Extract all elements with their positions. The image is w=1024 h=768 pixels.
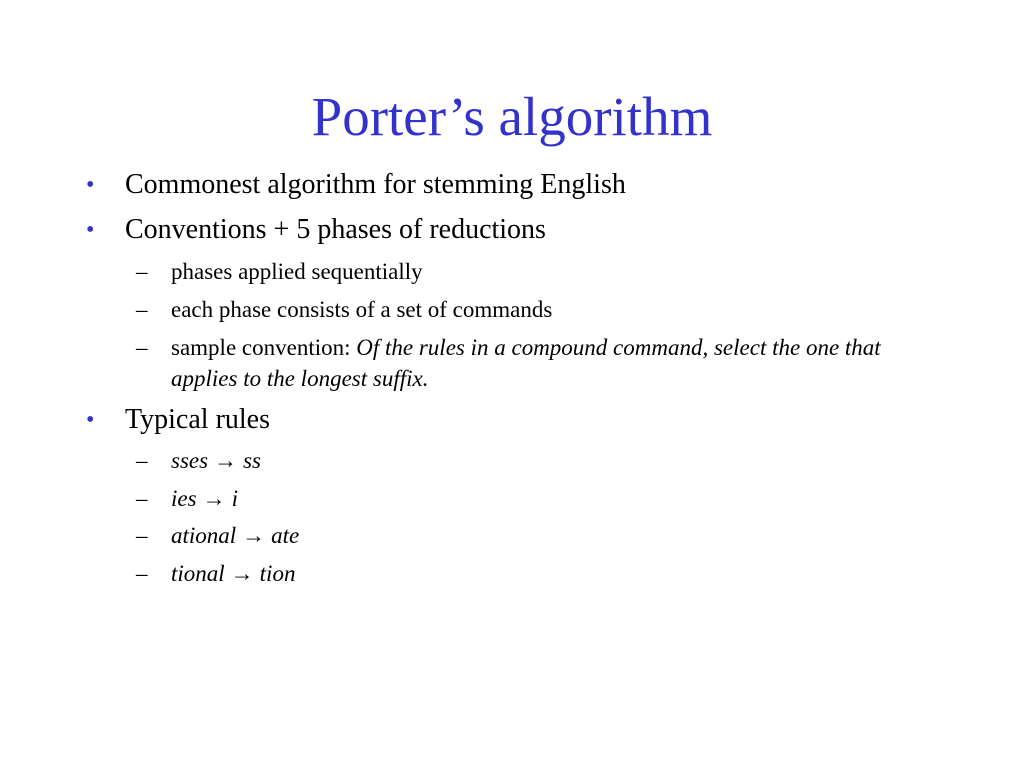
- sub-mark: –: [136, 523, 148, 548]
- rule-to: ate: [271, 523, 300, 548]
- slide-title: Porter’s algorithm: [311, 86, 713, 147]
- bullet-text: Conventions + 5 phases of reductions: [125, 214, 546, 245]
- rule-to: tion: [259, 561, 296, 586]
- sub-mark: –: [136, 297, 148, 322]
- bullet-mark: •: [86, 407, 95, 433]
- sub-text: phases applied sequentially: [171, 259, 423, 284]
- rule-from: ies: [171, 486, 197, 511]
- sub-mark: –: [136, 259, 148, 284]
- sub-mark: –: [136, 561, 148, 586]
- sub-text: each phase consists of a set of commands: [171, 297, 553, 322]
- sub-text-italic: Of the rules in a compound command, select the one that applies to the longest suffix.: [171, 335, 881, 391]
- sub-text: [171, 332, 916, 394]
- rule-from: sses: [171, 448, 209, 473]
- bullet-text: Commonest algorithm for stemming English: [125, 169, 626, 200]
- sub-mark: –: [136, 335, 148, 360]
- rule-to: i: [231, 486, 238, 511]
- bullet-mark: •: [86, 217, 95, 243]
- arrow-icon: →: [230, 561, 254, 586]
- rule-from: tional: [171, 561, 225, 586]
- arrow-icon: →: [242, 523, 266, 548]
- bullet-text: Typical rules: [125, 404, 270, 435]
- bullet-mark: •: [86, 172, 95, 198]
- sub-mark: –: [136, 486, 148, 511]
- rule-to: ss: [243, 448, 261, 473]
- arrow-icon: →: [202, 486, 226, 511]
- arrow-icon: →: [214, 448, 238, 473]
- sub-text-prefix: sample convention:: [171, 335, 357, 360]
- rule-from: ational: [171, 523, 237, 548]
- sub-mark: –: [136, 448, 148, 473]
